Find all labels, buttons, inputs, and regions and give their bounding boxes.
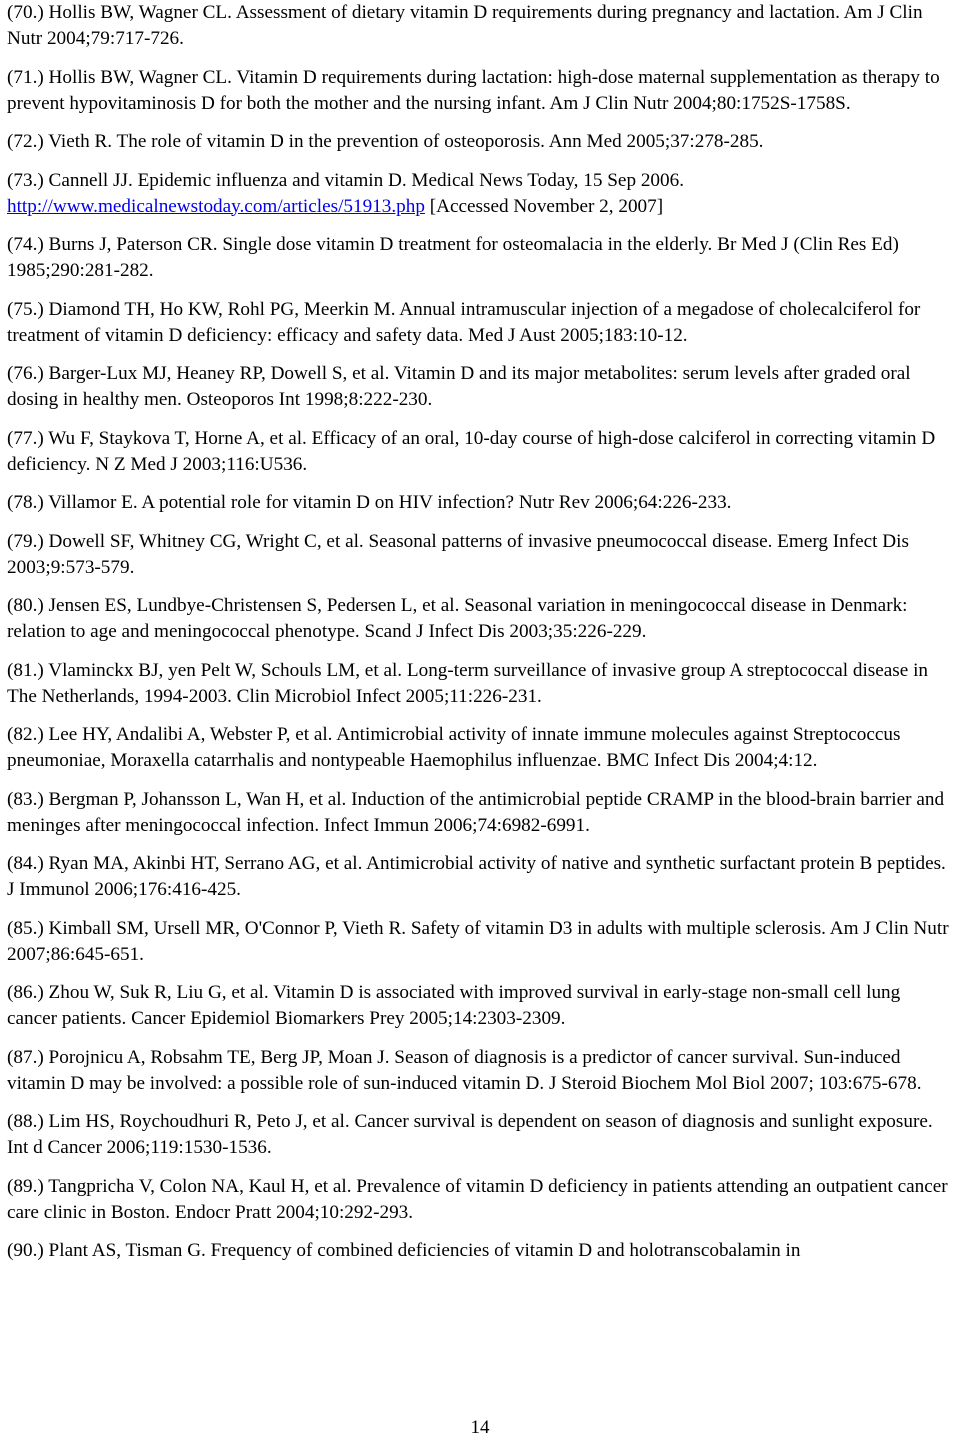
reference-accessed-note: [Accessed November 2, 2007] (429, 195, 664, 217)
reference-entry (7, 0, 953, 52)
reference-entry (7, 129, 953, 155)
reference-text: (89.) Tangpricha V, Colon NA, Kaul H, et al. Prevalence of vitamin D deficiency in patients attending an outpatient cancer care clinic in Boston. Endocr Pratt 2004;10:292-293. (7, 1175, 948, 1223)
reference-text: (80.) Jensen ES, Lundbye-Christensen S, Pedersen L, et al. Seasonal variation in meningococcal disease in Denmark: relation to age and meningococcal phenotype. Scand J Infect Dis 2003;35:226-229. (7, 595, 908, 642)
reference-entry (7, 65, 953, 117)
reference-entry (7, 1238, 953, 1264)
page-number: 14 (470, 1417, 490, 1438)
reference-text: (70.) Hollis BW, Wagner CL. Assessment of dietary vitamin D requirements during pregnancy and lactation. Am J Clin Nutr 2004;79:717-726. (7, 2, 923, 49)
reference-entry (7, 490, 953, 516)
reference-text: (75.) Diamond TH, Ho KW, Rohl PG, Meerkin M. Annual intramuscular injection of a megadose of cholecalciferol for treatment of vitamin D deficiency: efficacy and safety data. Med J Aust 2005;183:10-12. (7, 298, 921, 346)
reference-text: (87.) Porojnicu A, Robsahm TE, Berg JP, Moan J. Season of diagnosis is a predictor of cancer survival. Sun-induced vitamin D may be involved: a possible role of sun-induced vitamin D. J Steroid Biochem Mol Biol 2007; 103:675-678. (7, 1046, 922, 1094)
reference-text: (76.) Barger-Lux MJ, Heaney RP, Dowell S, et al. Vitamin D and its major metabolites: serum levels after graded oral dosing in healthy men. Osteoporos Int 1998;8:222-230. (7, 363, 911, 410)
reference-text: (85.) Kimball SM, Ursell MR, O'Connor P, Vieth R. Safety of vitamin D3 in adults with multiple sclerosis. Am J Clin Nutr 2007;86:645-651. (7, 917, 949, 965)
reference-text: (86.) Zhou W, Suk R, Liu G, et al. Vitamin D is associated with improved survival in early-stage non-small cell lung cancer patients. Cancer Epidemiol Biomarkers Prey 2005;14:2303-2309. (7, 982, 901, 1029)
reference-entry (7, 426, 953, 478)
reference-entry (7, 722, 953, 774)
reference-entry (7, 232, 953, 284)
reference-text: (77.) Wu F, Staykova T, Horne A, et al. Efficacy of an oral, 10-day course of high-dose calciferol in correcting vitamin D deficiency. N Z Med J 2003;116:U536. (7, 427, 936, 475)
reference-entry (7, 851, 953, 903)
reference-entry (7, 1045, 953, 1097)
reference-text: (90.) Plant AS, Tisman G. Frequency of combined deficiencies of vitamin D and holotranscobalamin in (7, 1240, 801, 1261)
reference-entry (7, 1174, 953, 1226)
reference-entry (7, 658, 953, 710)
reference-entry (7, 593, 953, 645)
reference-text: (88.) Lim HS, Roychoudhuri R, Peto J, et al. Cancer survival is dependent on season of diagnosis and sunlight exposure. Int d Cancer 2006;119:1530-1536. (7, 1111, 933, 1158)
reference-text: (82.) Lee HY, Andalibi A, Webster P, et al. Antimicrobial activity of innate immune molecules against Streptococcus pneumoniae, Moraxella catarrhalis and nontypeable Haemophilus influenzae. BMC Infect Dis 2004;4:12. (7, 724, 901, 771)
reference-text: (73.) Cannell JJ. Epidemic influenza and vitamin D. Medical News Today, 15 Sep 2006. (7, 169, 685, 191)
reference-entry (7, 916, 953, 968)
reference-entry (7, 529, 953, 581)
reference-text: (84.) Ryan MA, Akinbi HT, Serrano AG, et al. Antimicrobial activity of native and synthetic surfactant protein B peptides. J Immunol 2006;176:416-425. (7, 853, 946, 900)
reference-link[interactable]: http://www.medicalnewstoday.com/articles/51913.php (7, 195, 425, 217)
reference-list (7, 0, 953, 1277)
reference-entry (7, 787, 953, 839)
reference-text: (74.) Burns J, Paterson CR. Single dose vitamin D treatment for osteomalacia in the elderly. Br Med J (Clin Res Ed) 1985;290:281-282. (7, 234, 899, 281)
reference-entry (7, 168, 953, 220)
reference-text: (83.) Bergman P, Johansson L, Wan H, et al. Induction of the antimicrobial peptide CRAMP in the blood-brain barrier and meninges after meningococcal infection. Infect Immun 2006;74:6982-6991. (7, 788, 945, 836)
reference-entry (7, 980, 953, 1032)
reference-text: (79.) Dowell SF, Whitney CG, Wright C, et al. Seasonal patterns of invasive pneumococcal disease. Emerg Infect Dis 2003;9:573-579. (7, 530, 909, 578)
reference-text: (81.) Vlaminckx BJ, yen Pelt W, Schouls LM, et al. Long-term surveillance of invasive group A streptococcal disease in The Netherlands, 1994-2003. Clin Microbiol Infect 2005;11:226-231. (7, 659, 928, 707)
reference-entry (7, 361, 953, 413)
reference-text: (78.) Villamor E. A potential role for vitamin D on HIV infection? Nutr Rev 2006;64:226-233. (7, 492, 732, 513)
reference-text: (72.) Vieth R. The role of vitamin D in the prevention of osteoporosis. Ann Med 2005;37:278-285. (7, 131, 764, 152)
reference-entry (7, 297, 953, 349)
reference-text: (71.) Hollis BW, Wagner CL. Vitamin D requirements during lactation: high-dose maternal supplementation as therapy to prevent hypovitaminosis D for both the mother and the nursing infant. Am J Clin Nutr 2004;80:1752S-1758S. (7, 66, 940, 114)
reference-entry (7, 1109, 953, 1161)
